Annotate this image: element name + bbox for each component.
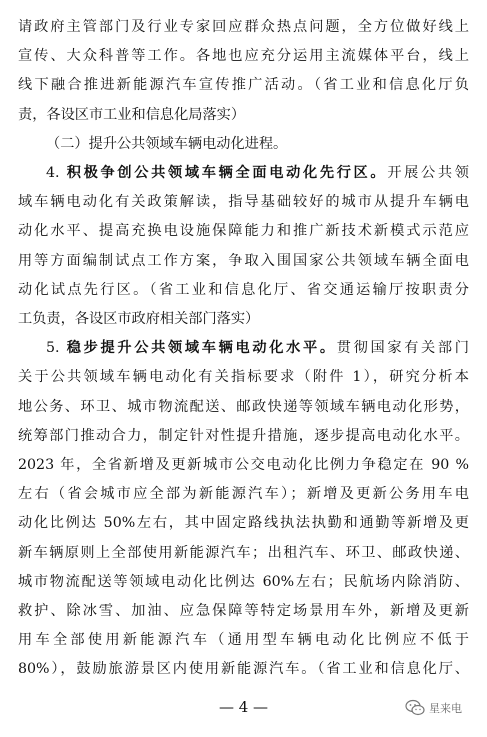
text-line: 救护、除冰雪、加油、应急保障等特定场景用车外，新增及更新 [18,603,469,619]
page-number: — 4 — [218,698,269,716]
item-5-first-line [46,338,469,358]
text-line: 动化水平、提高充换电设施保障能力和推广新技术新模式示范应 [18,223,469,240]
item-heading: 积极争创公共领域车辆全面电动化先行区。 [66,165,388,181]
item-4-first-line [46,163,469,183]
item-number: 5. [46,340,60,357]
text-line: 用车全部使用新能源汽车（通用型车辆电动化比例应不低于 [18,632,469,649]
text-line: 线下融合推进新能源汽车宣传推广活动。（省工业和信息化厅负 [18,77,469,94]
text-line: 城市物流配送等领域电动化比例达 60%左右；民航场内除消防、 [18,573,469,590]
text-line: 统筹部门推动合力，制定针对性提升措施，逐步提高电动化水平。 [18,427,469,444]
section-heading: （二）提升公共领域车辆电动化进程。 [46,135,288,152]
text-line: 域车辆电动化有关政策解读，指导基础较好的城市从提升车辆电 [18,194,469,211]
text-line: 地公务、环卫、城市物流配送、邮政快递等领域车辆电动化形势， [18,398,469,415]
text-line: 关于公共领域车辆电动化有关指标要求（附件 1），研究分析本 [18,369,469,386]
text-line: 80%），鼓励旅游景区内使用新能源汽车。（省工业和信息化厅、 [18,661,469,678]
item-text: 开展公共领 [387,165,469,181]
text-line: 左右（省会城市应全部为新能源汽车）；新增及更新公务用车电 [18,486,469,503]
watermark [405,696,462,720]
watermark-text: 星来电 [429,702,462,715]
text-line: 动化试点先行区。（省工业和信息化厅、省交通运输厅按职责分 [18,281,469,298]
item-heading: 稳步提升公共领域车辆电动化水平。 [66,340,337,357]
wechat-icon [405,699,425,717]
text-line: 工负责，各设区市政府相关部门落实） [18,311,260,327]
item-number: 4. [46,165,60,181]
text-line: 用等方面编制试点工作方案，争取入围国家公共领域车辆全面电 [18,252,469,269]
text-line: 宣传、大众科普等工作。各地也应充分运用主流媒体平台，线上 [18,48,469,65]
text-line: 2023 年，全省新增及更新城市公交电动化比例力争稳定在 90 % [18,457,469,473]
item-text: 贯彻国家有关部门 [336,340,469,357]
text-line: 新车辆原则上全部使用新能源汽车；出租汽车、环卫、邮政快递、 [18,544,469,561]
text-line: 责，各设区市工业和信息化局落实） [18,106,246,123]
text-line: 动化比例达 50%左右，其中固定路线执法执勤和通勤等新增及更 [18,515,469,532]
text-line: 请政府主管部门及行业专家回应群众热点问题，全方位做好线上 [18,19,469,35]
